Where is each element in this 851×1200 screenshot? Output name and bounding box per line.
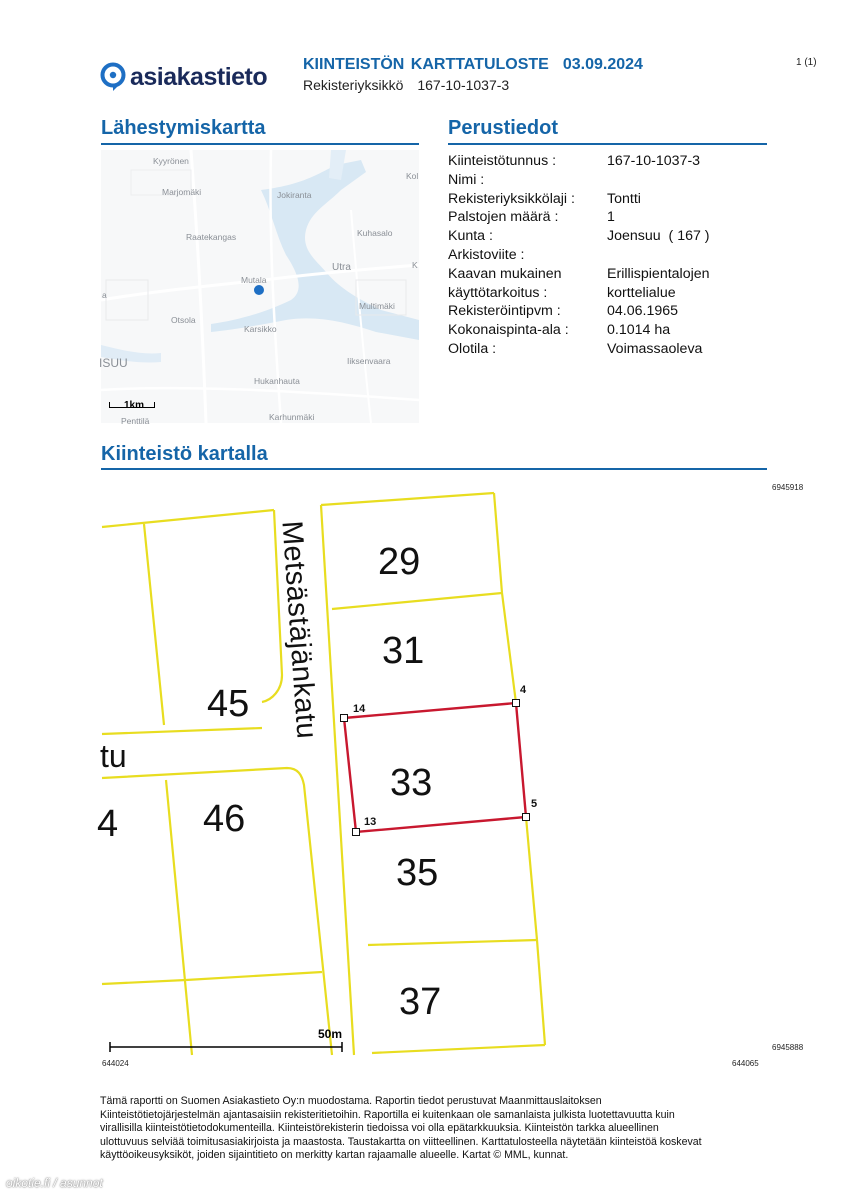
river-area (211, 160, 419, 340)
info-label: Palstojen määrä : (448, 209, 559, 226)
overview-heading-rule (101, 143, 419, 145)
place-label: Mutala (241, 275, 267, 285)
info-row (448, 302, 710, 321)
coordinate-bottom-mid: 644065 (732, 1059, 759, 1068)
info-label: Kunta : (448, 228, 493, 245)
info-row (448, 265, 710, 284)
place-label: Penttilä (121, 416, 150, 426)
disclaimer-line: ulottuvuus selviää toimitusasiakirjoista ja maastosta. Taustakartta on viitteellinen. Karttatulosteella näytetään kiinteistöä koskevat (100, 1135, 702, 1148)
watermark: oikotie.fi / asunnot (6, 1176, 103, 1190)
place-label: Utra (332, 262, 351, 273)
overview-map-heading: Lähestymiskartta (101, 117, 266, 139)
basic-info-table (448, 152, 710, 359)
map-scale-bar (110, 1042, 342, 1052)
street-label: Metsästäjänkatu (275, 519, 323, 741)
document-date: 03.09.2024 (562, 56, 643, 73)
property-map-heading: Kiinteistö kartalla (101, 443, 268, 465)
place-label: Kyyrönen (153, 156, 189, 166)
info-value: Tontti (607, 190, 641, 207)
info-row (448, 246, 710, 265)
place-label: Karhunmäki (269, 412, 315, 422)
overview-map[interactable] (99, 150, 419, 426)
register-label: Rekisteriyksikkö (303, 77, 404, 93)
info-value: Voimassaoleva (607, 340, 703, 357)
basic-info-heading: Perustiedot (448, 117, 559, 139)
document-title (303, 56, 643, 74)
info-value: 04.06.1965 (607, 303, 679, 320)
info-label: Olotila : (448, 340, 497, 357)
disclaimer (100, 1095, 765, 1163)
info-row (448, 171, 710, 190)
place-label: Raatekangas (186, 232, 237, 242)
property-map[interactable] (97, 480, 769, 1055)
place-label: Otsola (171, 315, 196, 325)
place-label: Kuhasalo (357, 228, 393, 238)
plot-number: 29 (378, 541, 421, 583)
info-label: Kokonaispinta-ala : (448, 322, 569, 339)
map-scale-label: 50m (318, 1027, 343, 1041)
street-fragment-label: tu (100, 738, 127, 774)
brand-name: asiakastieto (130, 62, 268, 91)
page-number: 1 (1) (796, 57, 817, 68)
city-label: ISUU (99, 356, 128, 370)
coordinate-bottom-right: 6945888 (772, 1043, 804, 1052)
property-location-marker (254, 285, 264, 295)
info-row (448, 190, 710, 209)
place-label: Marjomäki (162, 187, 202, 197)
document-title-text: KIINTEISTÖN KARTTATULOSTE (303, 56, 549, 73)
info-value: korttelialue (607, 284, 676, 301)
location-pin-icon (100, 62, 126, 92)
info-label: Arkistoviite : (448, 246, 525, 263)
register-id: 167-10-1037-3 (417, 77, 510, 93)
plot-number: 37 (399, 981, 442, 1023)
corner-point-label: 4 (520, 684, 527, 696)
coordinate-bottom-left: 644024 (102, 1059, 129, 1068)
disclaimer-line: Kiinteistötietojärjestelmän ajantasaisiin rekisteritietoihin. Raportilla ei kuitenkaan ole samanlaista julkista luotettavuutta kuin (100, 1108, 675, 1121)
info-value (607, 246, 710, 265)
info-value: Erillispientalojen (607, 265, 710, 282)
info-row (448, 321, 710, 340)
info-row (448, 227, 710, 246)
place-label: Jokiranta (277, 190, 312, 200)
disclaimer-line: virallisilla kiinteistötietodokumenteilla. Kiinteistörekisterin tiedoissa voi olla epätarkkuuksia. Kiinteistön tarkka alueellinen (100, 1122, 659, 1135)
edge-label: Kol (406, 171, 419, 181)
info-label: Nimi : (448, 171, 485, 188)
info-label: Kiinteistötunnus : (448, 153, 557, 169)
property-heading-rule (101, 468, 767, 470)
info-value: 167-10-1037-3 (607, 153, 701, 169)
plot-number: 31 (382, 630, 425, 672)
info-value: Joensuu ( 167 ) (607, 228, 710, 245)
info-label: Rekisteröintipvm : (448, 303, 561, 320)
edge-label: a (102, 290, 107, 300)
disclaimer-line: käyttöoikeusyksiköt, joiden sijaintitieto on merkitty kartan rajaamalle alueelle. Kartat © MML, kunnat. (100, 1149, 569, 1162)
place-label: Hukanhauta (254, 376, 300, 386)
overview-scale-label: 1km (124, 400, 145, 411)
info-label: Rekisteriyksikkölaji : (448, 190, 575, 207)
property-map-canvas (102, 480, 769, 1055)
info-value (607, 171, 710, 190)
info-value: 0.1014 ha (607, 322, 671, 339)
corner-point-label: 14 (353, 703, 366, 715)
place-label: Iiksenvaara (347, 356, 391, 366)
property-boundary (344, 703, 526, 832)
corner-point-label: 5 (531, 798, 538, 810)
place-label: Multimäki (359, 301, 395, 311)
coordinate-top-right: 6945918 (772, 483, 804, 492)
edge-label: K (412, 260, 418, 270)
plot-number: 35 (396, 852, 439, 894)
info-row (448, 284, 710, 303)
info-row (448, 340, 710, 359)
plot-number: 4 (97, 803, 119, 845)
basic-heading-rule (448, 143, 767, 145)
info-value: 1 (607, 209, 615, 226)
plot-number: 46 (203, 798, 246, 840)
info-label: Kaavan mukainen (448, 265, 562, 282)
info-label: käyttötarkoitus : (448, 284, 548, 301)
place-label: Karsikko (244, 324, 277, 334)
plot-number: 45 (207, 683, 250, 725)
plot-number-selected: 33 (390, 762, 433, 804)
info-row (448, 208, 710, 227)
asiakastieto-logo (100, 62, 267, 92)
disclaimer-line: Tämä raportti on Suomen Asiakastieto Oy:n muodostama. Raportin tiedot perustuvat Maanmittauslaitoksen (100, 1095, 602, 1107)
corner-point-label: 13 (364, 816, 377, 828)
info-row (448, 152, 710, 171)
register-unit-line (303, 77, 509, 93)
